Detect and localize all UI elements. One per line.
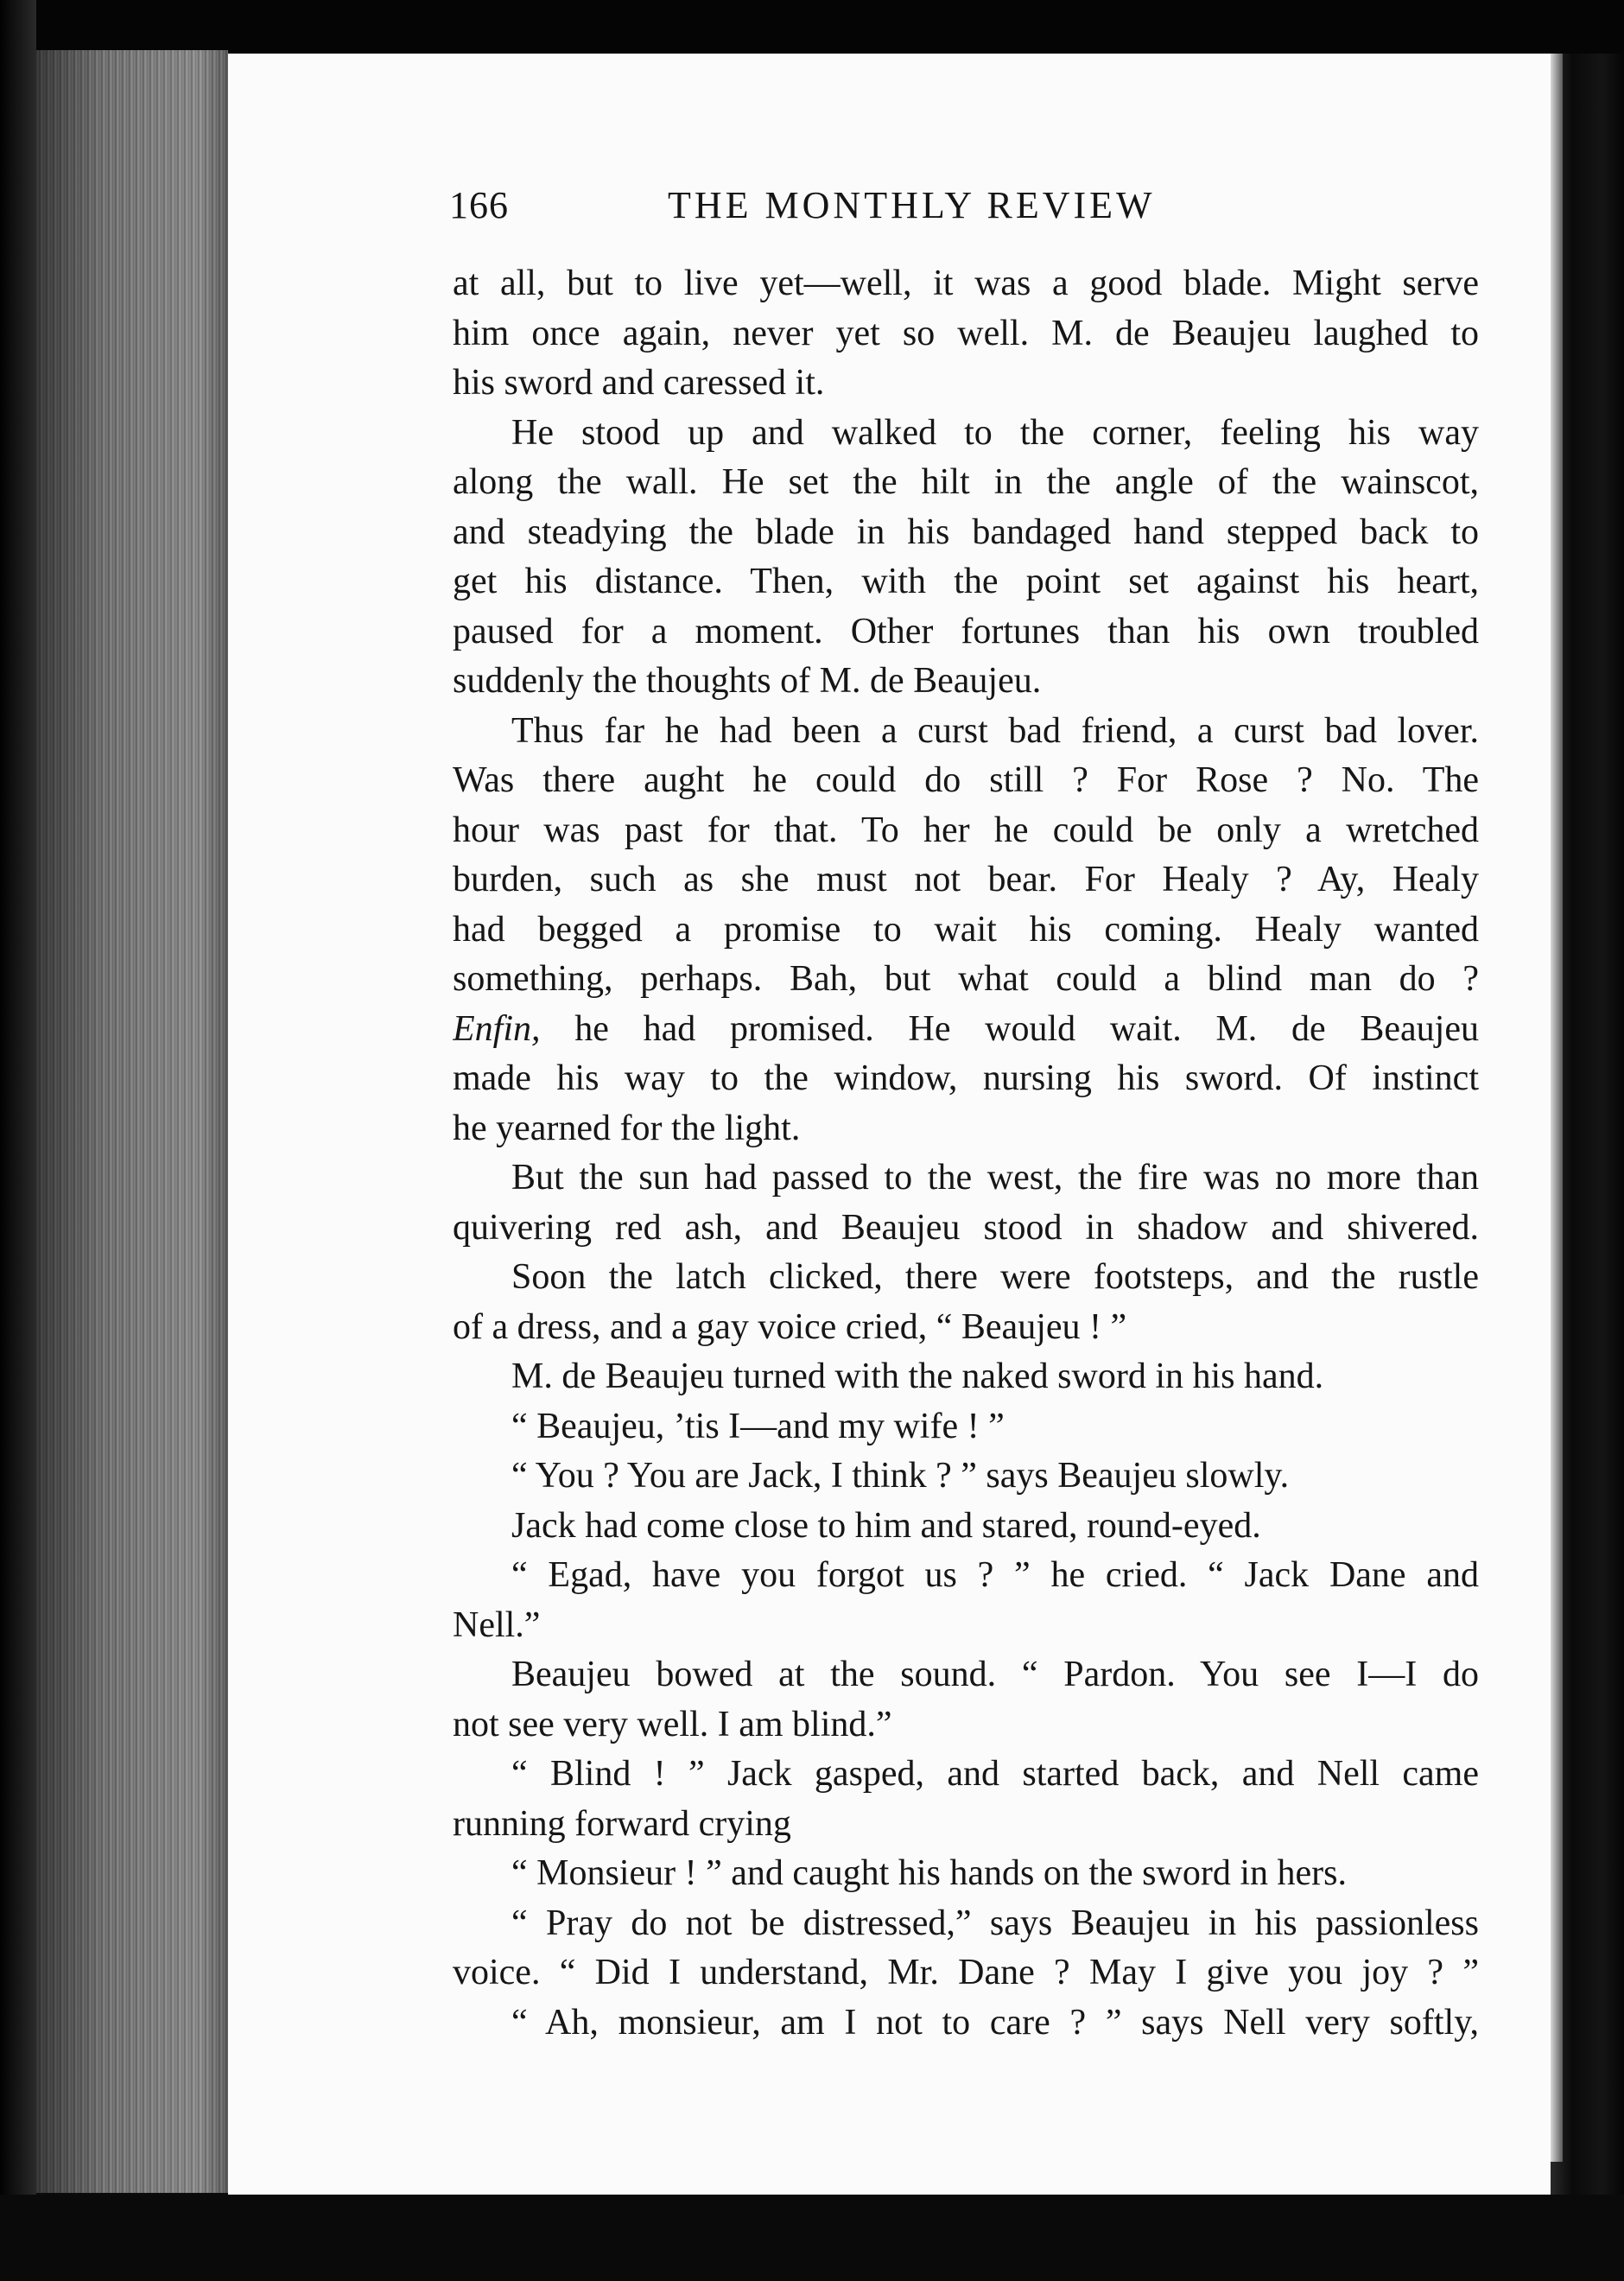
text-line: hour was past for that. To her he could be only a wretched: [453, 810, 1479, 850]
text-line: not see very well. I am blind.”: [453, 1704, 892, 1744]
book-page-edges: [36, 50, 228, 2193]
text-line: Beaujeu bowed at the sound. “ Pardon. You see I—I do: [511, 1655, 1479, 1694]
text-line: his sword and caressed it.: [453, 363, 825, 403]
text-line: Jack had come close to him and stared, round-eyed.: [511, 1505, 1261, 1546]
page-number: 166: [449, 184, 509, 226]
text-line: “ Blind ! ” Jack gasped, and started back, and Nell came: [511, 1754, 1479, 1794]
text-line: Nell.”: [453, 1604, 541, 1645]
text-line: him once again, never yet so well. M. de Beaujeu laughed to: [453, 313, 1479, 353]
scan-bottom-border: [0, 2195, 1624, 2281]
text-line: But the sun had passed to the west, the fire was no more than: [511, 1158, 1479, 1198]
text-line: had begged a promise to wait his coming. Healy wanted: [453, 909, 1479, 950]
text-line: along the wall. He set the hilt in the angle of the wainscot,: [453, 462, 1479, 502]
body-text: [453, 259, 1479, 2048]
text-line: M. de Beaujeu turned with the naked sword in his hand.: [511, 1357, 1324, 1396]
page-curl-edge: [1551, 54, 1563, 2162]
italic-word: Enfin,: [453, 1008, 541, 1049]
text-line-mixed: [453, 1005, 1479, 1055]
text-line: at all, but to live yet—well, it was a good blade. Might serve: [453, 264, 1479, 303]
running-head: THE MONTHLY REVIEW: [668, 184, 1156, 226]
text-line: Was there aught he could do still ? For Rose ? No. The: [453, 760, 1479, 800]
text-line: “ You ? You are Jack, I think ? ” says Beaujeu slowly.: [511, 1456, 1290, 1496]
text-line-rest: he had promised. He would wait. M. de Beaujeu: [540, 1008, 1479, 1049]
text-line: Soon the latch clicked, there were footsteps, and the rustle: [511, 1257, 1479, 1297]
page-header: [449, 183, 1469, 244]
text-line: “ Egad, have you forgot us ? ” he cried. “ Jack Dane and: [511, 1555, 1479, 1595]
text-line: He stood up and walked to the corner, feeling his way: [511, 412, 1479, 453]
scan-top-border: [0, 0, 1624, 54]
text-line: voice. “ Did I understand, Mr. Dane ? May I give you joy ? ”: [453, 1953, 1479, 1992]
text-line: he yearned for the light.: [453, 1108, 801, 1148]
text-line: “ Pray do not be distressed,” says Beaujeu in his passionless: [511, 1903, 1479, 1943]
text-line: Thus far he had been a curst bad friend, a curst bad lover.: [511, 710, 1479, 751]
text-line: and steadying the blade in his bandaged hand stepped back to: [453, 511, 1479, 552]
text-line: “ Monsieur ! ” and caught his hands on the sword in hers.: [511, 1853, 1347, 1893]
text-line: suddenly the thoughts of M. de Beaujeu.: [453, 661, 1042, 701]
text-line: of a dress, and a gay voice cried, “ Beaujeu ! ”: [453, 1306, 1127, 1347]
text-line: burden, such as she must not bear. For Healy ? Ay, Healy: [453, 860, 1479, 899]
text-line: made his way to the window, nursing his sword. Of instinct: [453, 1058, 1479, 1098]
text-line: something, perhaps. Bah, but what could a blind man do ?: [453, 959, 1479, 999]
scan-left-border: [0, 0, 36, 2281]
text-line: running forward crying: [453, 1803, 791, 1844]
text-line: quivering red ash, and Beaujeu stood in shadow and shivered.: [453, 1207, 1479, 1248]
text-line: “ Beaujeu, ’tis I—and my wife ! ”: [511, 1406, 1005, 1446]
text-line: get his distance. Then, with the point set against his heart,: [453, 562, 1479, 601]
text-line: “ Ah, monsieur, am I not to care ? ” says Nell very softly,: [511, 2002, 1479, 2043]
text-line: paused for a moment. Other fortunes than his own troubled: [453, 611, 1479, 651]
